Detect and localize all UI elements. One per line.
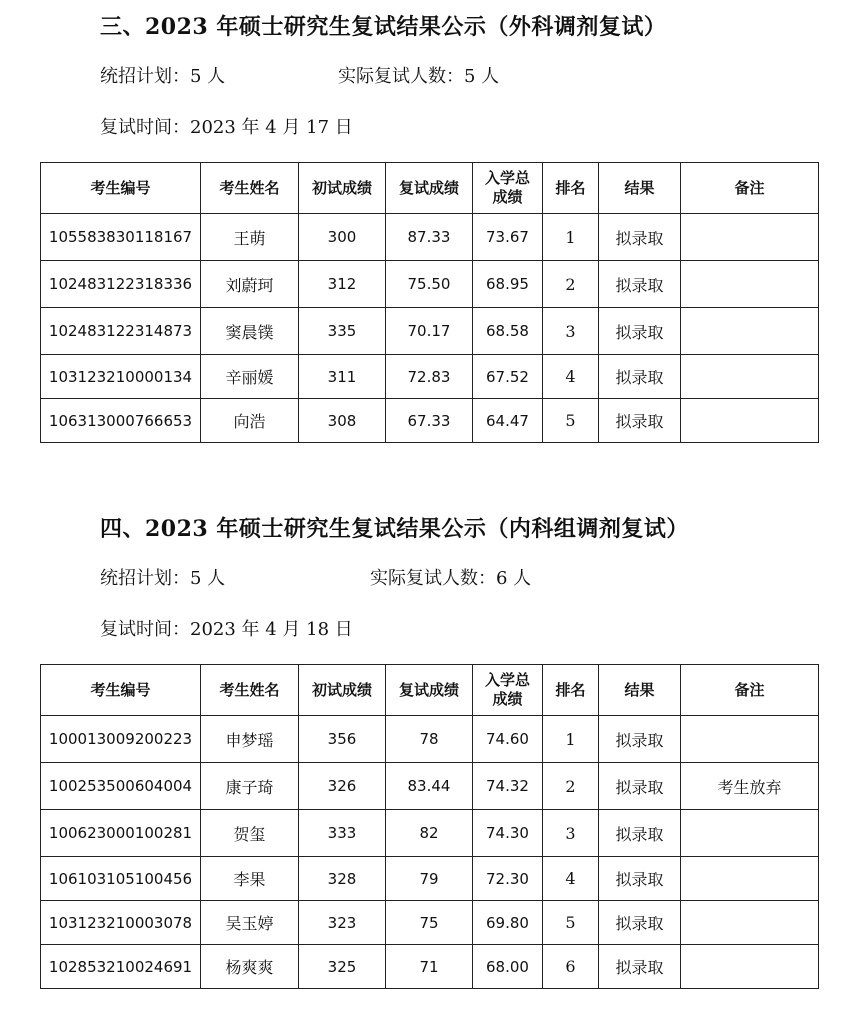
- cell-remarks: [681, 810, 819, 857]
- header-result: 结果: [599, 665, 681, 716]
- header-name: 考生姓名: [201, 163, 299, 214]
- cell-rank: 5: [543, 901, 599, 945]
- cell-remarks: [681, 945, 819, 989]
- cell-remarks: [681, 214, 819, 261]
- header-result: 结果: [599, 163, 681, 214]
- table-row: [41, 810, 819, 857]
- cell-candidate-id: 102853210024691: [41, 945, 201, 989]
- interview-date: 复试时间：2023 年 4 月 18 日: [100, 619, 353, 640]
- header-total-score: 入学总成绩: [473, 665, 543, 716]
- cell-name: 辛丽媛: [201, 355, 299, 399]
- table-row: [41, 945, 819, 989]
- table-row: [41, 214, 819, 261]
- cell-retest-score: 70.17: [386, 308, 473, 355]
- cell-result: 拟录取: [599, 945, 681, 989]
- header-candidate-id: 考生编号: [41, 665, 201, 716]
- cell-candidate-id: 100013009200223: [41, 716, 201, 763]
- cell-total-score: 73.67: [473, 214, 543, 261]
- table-row: [41, 261, 819, 308]
- cell-initial-score: 326: [299, 763, 386, 810]
- cell-candidate-id: 106313000766653: [41, 399, 201, 443]
- table-row: [41, 901, 819, 945]
- cell-result: 拟录取: [599, 810, 681, 857]
- cell-name: 刘蔚珂: [201, 261, 299, 308]
- cell-rank: 4: [543, 355, 599, 399]
- cell-rank: 1: [543, 716, 599, 763]
- cell-rank: 5: [543, 399, 599, 443]
- cell-retest-score: 83.44: [386, 763, 473, 810]
- header-rank: 排名: [543, 163, 599, 214]
- cell-initial-score: 300: [299, 214, 386, 261]
- cell-retest-score: 82: [386, 810, 473, 857]
- cell-candidate-id: 100253500604004: [41, 763, 201, 810]
- results-table: [40, 664, 819, 989]
- cell-remarks: [681, 308, 819, 355]
- cell-result: 拟录取: [599, 308, 681, 355]
- cell-retest-score: 72.83: [386, 355, 473, 399]
- table-row: [41, 355, 819, 399]
- header-remarks: 备注: [681, 163, 819, 214]
- cell-total-score: 74.32: [473, 763, 543, 810]
- cell-candidate-id: 100623000100281: [41, 810, 201, 857]
- cell-remarks: [681, 901, 819, 945]
- cell-total-score: 72.30: [473, 857, 543, 901]
- cell-total-score: 74.60: [473, 716, 543, 763]
- actual-count: 实际复试人数：5 人: [338, 66, 500, 87]
- cell-candidate-id: 106103105100456: [41, 857, 201, 901]
- cell-initial-score: 325: [299, 945, 386, 989]
- results-table: [40, 162, 819, 443]
- cell-retest-score: 67.33: [386, 399, 473, 443]
- cell-result: 拟录取: [599, 399, 681, 443]
- cell-name: 吴玉婷: [201, 901, 299, 945]
- cell-name: 窦晨镤: [201, 308, 299, 355]
- header-remarks: 备注: [681, 665, 819, 716]
- cell-name: 李果: [201, 857, 299, 901]
- cell-rank: 1: [543, 214, 599, 261]
- cell-retest-score: 78: [386, 716, 473, 763]
- cell-initial-score: 356: [299, 716, 386, 763]
- cell-result: 拟录取: [599, 716, 681, 763]
- cell-name: 杨爽爽: [201, 945, 299, 989]
- cell-rank: 6: [543, 945, 599, 989]
- table-header-row: [41, 665, 819, 716]
- cell-remarks: [681, 261, 819, 308]
- header-retest-score: 复试成绩: [386, 665, 473, 716]
- cell-result: 拟录取: [599, 261, 681, 308]
- actual-count: 实际复试人数：6 人: [370, 568, 532, 589]
- cell-retest-score: 75: [386, 901, 473, 945]
- header-initial-score: 初试成绩: [299, 163, 386, 214]
- cell-candidate-id: 103123210000134: [41, 355, 201, 399]
- cell-retest-score: 75.50: [386, 261, 473, 308]
- cell-candidate-id: 105583830118167: [41, 214, 201, 261]
- header-name: 考生姓名: [201, 665, 299, 716]
- header-retest-score: 复试成绩: [386, 163, 473, 214]
- cell-remarks: 考生放弃: [681, 763, 819, 810]
- cell-initial-score: 311: [299, 355, 386, 399]
- plan-count: 统招计划：5 人: [100, 568, 226, 589]
- header-rank: 排名: [543, 665, 599, 716]
- cell-rank: 3: [543, 308, 599, 355]
- cell-retest-score: 71: [386, 945, 473, 989]
- cell-result: 拟录取: [599, 857, 681, 901]
- cell-initial-score: 323: [299, 901, 386, 945]
- interview-date: 复试时间：2023 年 4 月 17 日: [100, 117, 353, 138]
- cell-initial-score: 333: [299, 810, 386, 857]
- cell-remarks: [681, 399, 819, 443]
- table-row: [41, 857, 819, 901]
- cell-rank: 2: [543, 261, 599, 308]
- cell-retest-score: 87.33: [386, 214, 473, 261]
- cell-total-score: 74.30: [473, 810, 543, 857]
- cell-remarks: [681, 355, 819, 399]
- cell-name: 王萌: [201, 214, 299, 261]
- header-candidate-id: 考生编号: [41, 163, 201, 214]
- cell-candidate-id: 102483122318336: [41, 261, 201, 308]
- cell-rank: 2: [543, 763, 599, 810]
- cell-candidate-id: 102483122314873: [41, 308, 201, 355]
- cell-total-score: 69.80: [473, 901, 543, 945]
- cell-initial-score: 308: [299, 399, 386, 443]
- table-row: [41, 308, 819, 355]
- plan-count: 统招计划：5 人: [100, 66, 226, 87]
- cell-candidate-id: 103123210003078: [41, 901, 201, 945]
- cell-retest-score: 79: [386, 857, 473, 901]
- cell-name: 康子琦: [201, 763, 299, 810]
- cell-name: 贺玺: [201, 810, 299, 857]
- cell-result: 拟录取: [599, 355, 681, 399]
- cell-name: 向浩: [201, 399, 299, 443]
- cell-total-score: 68.95: [473, 261, 543, 308]
- cell-initial-score: 328: [299, 857, 386, 901]
- table-row: [41, 716, 819, 763]
- cell-name: 申梦瑶: [201, 716, 299, 763]
- cell-result: 拟录取: [599, 214, 681, 261]
- cell-result: 拟录取: [599, 901, 681, 945]
- table-header-row: [41, 163, 819, 214]
- cell-total-score: 67.52: [473, 355, 543, 399]
- cell-total-score: 68.58: [473, 308, 543, 355]
- table-row: [41, 399, 819, 443]
- section-title: 四、2023 年硕士研究生复试结果公示（内科组调剂复试）: [100, 516, 689, 542]
- cell-result: 拟录取: [599, 763, 681, 810]
- section-title: 三、2023 年硕士研究生复试结果公示（外科调剂复试）: [100, 14, 667, 40]
- table-row: [41, 763, 819, 810]
- cell-remarks: [681, 716, 819, 763]
- cell-total-score: 64.47: [473, 399, 543, 443]
- header-initial-score: 初试成绩: [299, 665, 386, 716]
- header-total-score: 入学总成绩: [473, 163, 543, 214]
- cell-rank: 4: [543, 857, 599, 901]
- cell-remarks: [681, 857, 819, 901]
- cell-rank: 3: [543, 810, 599, 857]
- cell-initial-score: 335: [299, 308, 386, 355]
- cell-initial-score: 312: [299, 261, 386, 308]
- cell-total-score: 68.00: [473, 945, 543, 989]
